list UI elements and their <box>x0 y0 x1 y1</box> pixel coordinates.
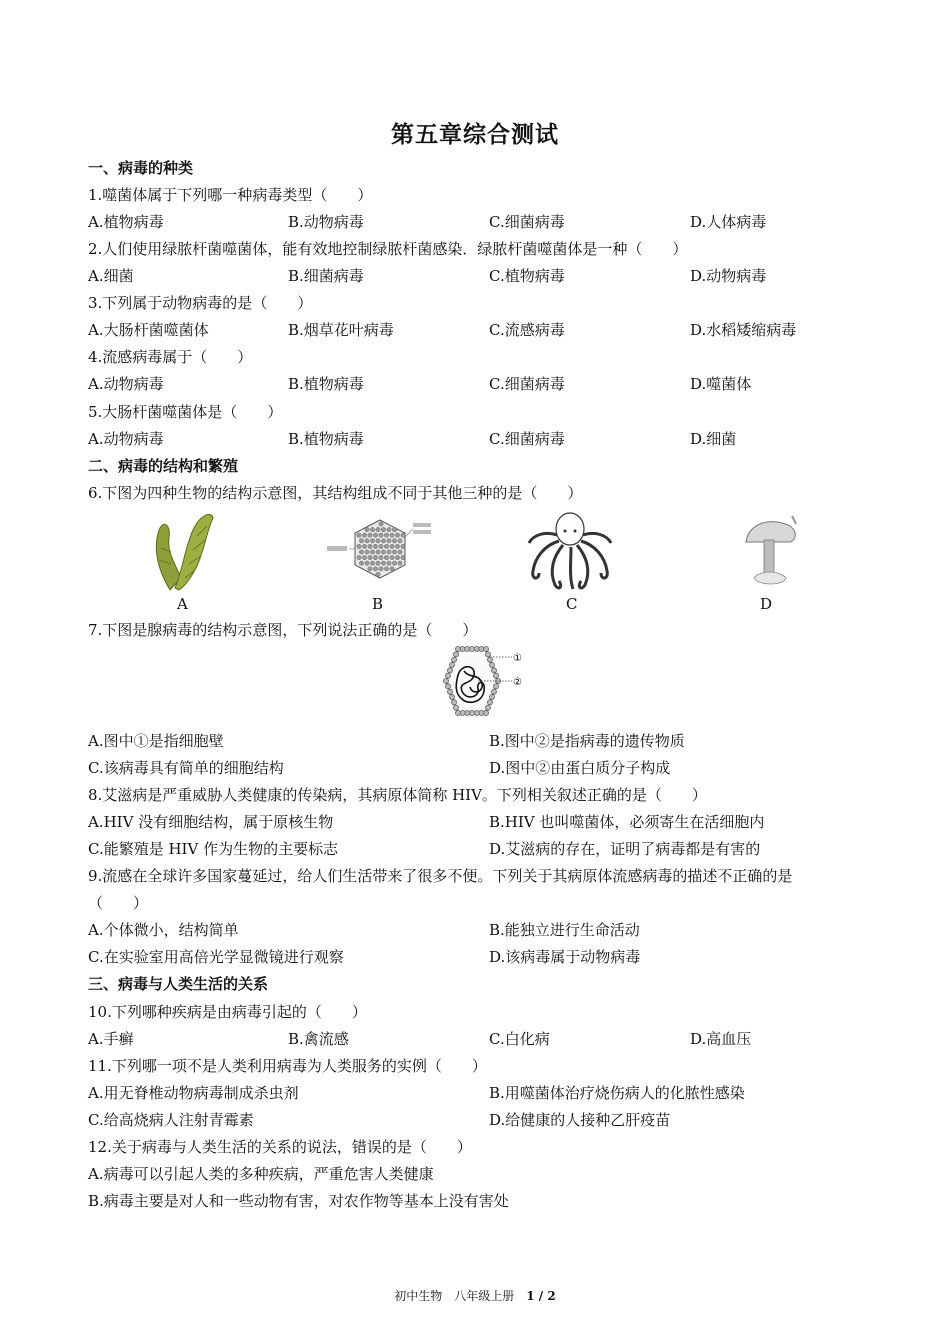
section-heading-1: 一、病毒的种类 <box>88 159 194 177</box>
question-11-stem: 11.下列哪一项不是人类利用病毒为人类服务的实例（ ） <box>88 1057 487 1075</box>
q11-option-c: C.给高烧病人注射青霉素 <box>88 1111 254 1129</box>
q3-option-c: C.流感病毒 <box>489 321 565 339</box>
q2-option-a: A.细菌 <box>88 267 134 285</box>
page-footer <box>0 1287 950 1304</box>
q9-option-b: B.能独立进行生命活动 <box>489 921 640 939</box>
q4-option-b: B.植物病毒 <box>288 375 364 393</box>
q9-option-d: D.该病毒属于动物病毒 <box>489 948 641 966</box>
q5-option-a: A.动物病毒 <box>88 430 164 448</box>
q10-option-c: C.白化病 <box>489 1030 550 1048</box>
marker-1: ① <box>513 653 522 664</box>
q3-option-a: A.大肠杆菌噬菌体 <box>88 321 209 339</box>
question-8-stem: 8.艾滋病是严重威胁人类健康的传染病，其病原体简称 HIV。下列相关叙述正确的是（ ） <box>88 786 707 804</box>
q4-option-d: D.噬菌体 <box>690 375 752 393</box>
q8-option-d: D.艾滋病的存在，证明了病毒都是有害的 <box>489 840 761 858</box>
question-10-stem: 10.下列哪种疾病是由病毒引起的（ ） <box>88 1003 367 1021</box>
figure-label-b: B <box>372 595 384 613</box>
q1-option-d: D.人体病毒 <box>690 213 767 231</box>
q11-option-a: A.用无脊椎动物病毒制成杀虫剂 <box>88 1084 299 1102</box>
q11-option-b: B.用噬菌体治疗烧伤病人的化脓性感染 <box>489 1084 745 1102</box>
q12-option-b: B.病毒主要是对人和一些动物有害，对农作物等基本上没有害处 <box>88 1192 509 1210</box>
q12-option-a: A.病毒可以引起人类的多种疾病，严重危害人类健康 <box>88 1165 434 1183</box>
q1-option-b: B.动物病毒 <box>288 213 364 231</box>
question-6-stem: 6.下图为四种生物的结构示意图，其结构组成不同于其他三种的是（ ） <box>88 484 583 502</box>
q5-option-d: D.细菌 <box>690 430 737 448</box>
q10-option-a: A.手癣 <box>88 1030 134 1048</box>
q2-option-c: C.植物病毒 <box>489 267 565 285</box>
virus-capsid-figure <box>325 515 435 585</box>
marker-2: ② <box>513 677 522 688</box>
q7-option-b: B.图中②是指病毒的遗传物质 <box>489 732 685 750</box>
q7-option-a: A.图中①是指细胞壁 <box>88 732 224 750</box>
question-9-stem: 9.流感在全球许多国家蔓延过，给人们生活带来了很多不便。下列关于其病原体流感病毒的描述不正确的是 <box>88 867 793 885</box>
question-12-stem: 12.关于病毒与人类生活的关系的说法，错误的是（ ） <box>88 1138 472 1156</box>
q1-option-c: C.细菌病毒 <box>489 213 565 231</box>
q8-option-b: B.HIV 也叫噬菌体，必须寄生在活细胞内 <box>489 813 765 831</box>
q8-option-c: C.能繁殖是 HIV 作为生物的主要标志 <box>88 840 339 858</box>
question-3-stem: 3.下列属于动物病毒的是（ ） <box>88 294 313 312</box>
mushroom-figure <box>740 512 800 590</box>
question-7-stem: 7.下图是腺病毒的结构示意图，下列说法正确的是（ ） <box>88 621 478 639</box>
q7-option-c: C.该病毒具有简单的细胞结构 <box>88 759 284 777</box>
footer-subject: 初中生物 八年级上册 <box>394 1289 527 1303</box>
q5-option-b: B.植物病毒 <box>288 430 364 448</box>
question-4-stem: 4.流感病毒属于（ ） <box>88 348 253 366</box>
question-1-stem: 1.噬菌体属于下列哪一种病毒类型（ ） <box>88 186 373 204</box>
question-5-stem: 5.大肠杆菌噬菌体是（ ） <box>88 403 283 421</box>
page-title: 第五章综合测试 <box>391 121 559 148</box>
q9-option-c: C.在实验室用高倍光学显微镜进行观察 <box>88 948 344 966</box>
question-9-stem-cont: （ ） <box>88 894 149 912</box>
q11-option-d: D.给健康的人接种乙肝疫苗 <box>489 1111 671 1129</box>
q2-option-d: D.动物病毒 <box>690 267 767 285</box>
q4-option-a: A.动物病毒 <box>88 375 164 393</box>
octopus-figure <box>525 505 615 593</box>
question-2-stem: 2.人们使用绿脓杆菌噬菌体，能有效地控制绿脓杆菌感染．绿脓杆菌噬菌体是一种（ ） <box>88 240 688 258</box>
section-heading-3: 三、病毒与人类生活的关系 <box>88 975 269 993</box>
seaweed-figure <box>145 508 220 593</box>
page-number: 1 / 2 <box>526 1289 556 1303</box>
q10-option-b: B.禽流感 <box>288 1030 349 1048</box>
q9-option-a: A.个体微小，结构简单 <box>88 921 239 939</box>
q3-option-b: B.烟草花叶病毒 <box>288 321 394 339</box>
q8-option-a: A.HIV 没有细胞结构，属于原核生物 <box>88 813 334 831</box>
figure-label-a: A <box>177 595 188 613</box>
figure-label-d: D <box>760 595 773 613</box>
figure-label-c: C <box>566 595 578 613</box>
q1-option-a: A.植物病毒 <box>88 213 164 231</box>
q4-option-c: C.细菌病毒 <box>489 375 565 393</box>
q10-option-d: D.高血压 <box>690 1030 752 1048</box>
q7-option-d: D.图中②由蛋白质分子构成 <box>489 759 671 777</box>
adenovirus-figure <box>428 645 528 717</box>
q2-option-b: B.细菌病毒 <box>288 267 364 285</box>
q3-option-d: D.水稻矮缩病毒 <box>690 321 797 339</box>
q5-option-c: C.细菌病毒 <box>489 430 565 448</box>
section-heading-2: 二、病毒的结构和繁殖 <box>88 457 239 475</box>
